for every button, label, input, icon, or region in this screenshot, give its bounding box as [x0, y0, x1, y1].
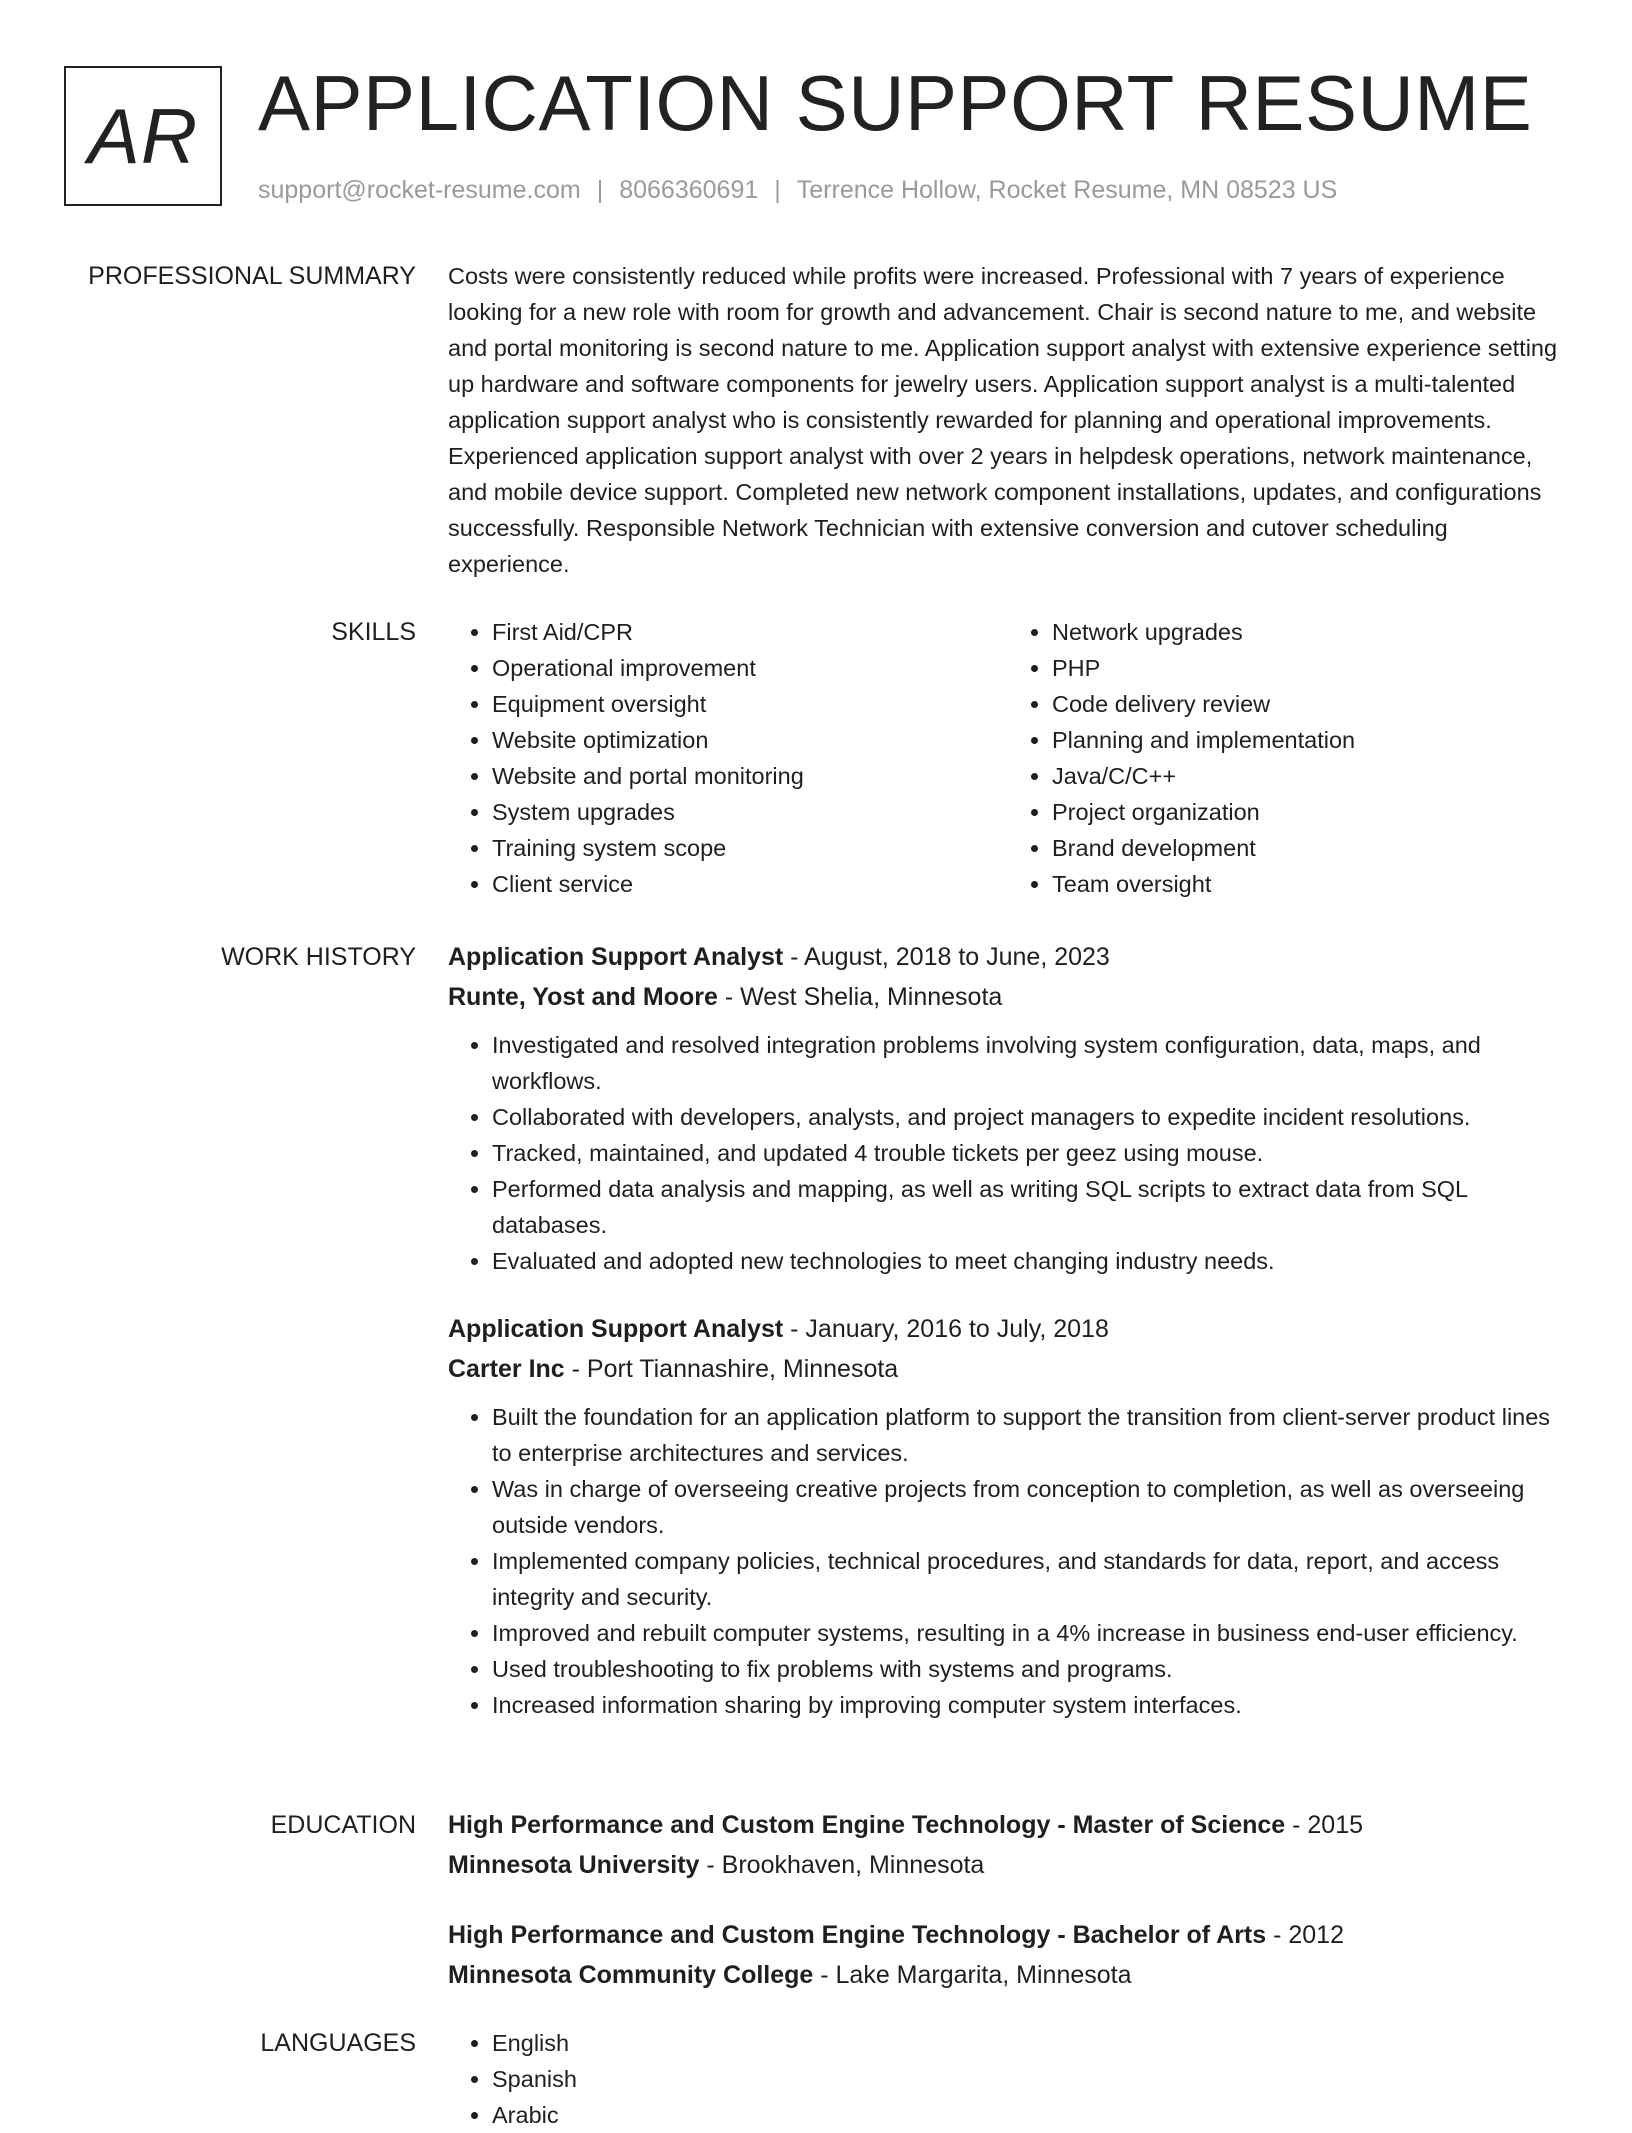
education-school-line [448, 1845, 1568, 1885]
education-year: - 2012 [1266, 1921, 1344, 1949]
job-bullet-list [448, 1399, 1568, 1723]
job-company: Carter Inc [448, 1355, 565, 1383]
education-degree: High Performance and Custom Engine Technology - Bachelor of Arts [448, 1921, 1267, 1949]
languages-list [448, 2025, 1568, 2133]
job-bullet: • Evaluated and adopted new technologies to meet changing industry needs. [492, 1243, 1568, 1279]
skill-item: • Equipment oversight [492, 686, 1008, 722]
work-history-label: WORK HISTORY [221, 943, 416, 971]
languages-body [448, 2025, 1568, 2133]
job-company: Runte, Yost and Moore [448, 983, 718, 1011]
education-entry [448, 1805, 1568, 1885]
job-company-line [448, 1349, 1568, 1389]
job-dates: - August, 2018 to June, 2023 [783, 943, 1110, 971]
contact-phone[interactable]: 8066360691 [619, 176, 759, 204]
education-school: Minnesota University [448, 1851, 700, 1879]
job-location: - Port Tiannashire, Minnesota [564, 1355, 899, 1383]
skill-item: • Java/C/C++ [1052, 758, 1568, 794]
job-bullet: • Investigated and resolved integration problems involving system configuration, data, maps, and workflows. [492, 1027, 1568, 1099]
contact-line [258, 176, 1337, 205]
summary-text: Costs were consistently reduced while profits were increased. Professional with 7 years of experience looking for a new role with room for growth and advancement. Chair is second nature to me, and website and portal monitoring is second nature to me. Application support analyst with extensive experience setting up hardware and software components for jewelry users. Application support analyst is a multi-talented application support analyst who is consistently rewarded for planning and operational improvements. Experienced application support analyst with over 2 years in helpdesk operations, network maintenance, and mobile device support. Completed new network component installations, updates, and configurations successfully. Responsible Network Technician with extensive conversion and cutover scheduling experience. [448, 263, 1558, 577]
job-company-line [448, 977, 1568, 1017]
language-item: • Spanish [492, 2061, 1568, 2097]
skill-item: • Website and portal monitoring [492, 758, 1008, 794]
job-bullet: • Built the foundation for an application platform to support the transition from client-server product lines to enterprise architectures and services. [492, 1399, 1568, 1471]
job-location: - West Shelia, Minnesota [717, 983, 1003, 1011]
education-degree: High Performance and Custom Engine Technology - Master of Science [448, 1811, 1286, 1839]
skill-item: • Planning and implementation [1052, 722, 1568, 758]
job-bullet: • Collaborated with developers, analysts, and project managers to expedite incident resolutions. [492, 1099, 1568, 1135]
education-location: - Lake Margarita, Minnesota [813, 1961, 1132, 1989]
language-item: • Arabic [492, 2097, 1568, 2133]
job-title-line [448, 1309, 1568, 1349]
languages-label: LANGUAGES [260, 2029, 416, 2057]
skills-list-left [448, 614, 1008, 902]
work-history-body [448, 937, 1568, 1723]
education-school: Minnesota Community College [448, 1961, 814, 1989]
education-label: EDUCATION [270, 1811, 416, 1839]
skill-item: • Training system scope [492, 830, 1008, 866]
education-degree-line [448, 1805, 1568, 1845]
job-bullet: • Tracked, maintained, and updated 4 trouble tickets per geez using mouse. [492, 1135, 1568, 1171]
skill-item: • Website optimization [492, 722, 1008, 758]
resume-title: APPLICATION SUPPORT RESUME [258, 59, 1533, 147]
contact-separator: | [596, 176, 604, 204]
education-school-line [448, 1955, 1568, 1995]
skill-item: • Team oversight [1052, 866, 1568, 902]
skill-item: • System upgrades [492, 794, 1008, 830]
summary-label: PROFESSIONAL SUMMARY [88, 262, 416, 290]
job-bullet: • Used troubleshooting to fix problems with systems and programs. [492, 1651, 1568, 1687]
job-title: Application Support Analyst [448, 1315, 784, 1343]
job-bullet: • Performed data analysis and mapping, as well as writing SQL scripts to extract data from SQL databases. [492, 1171, 1568, 1243]
education-degree-line [448, 1915, 1568, 1955]
job-title: Application Support Analyst [448, 943, 784, 971]
job-bullet: • Increased information sharing by improving computer system interfaces. [492, 1687, 1568, 1723]
contact-email[interactable]: support@rocket-resume.com [258, 176, 581, 204]
skills-list-right [1008, 614, 1568, 902]
skill-item: • Project organization [1052, 794, 1568, 830]
contact-separator: | [774, 176, 781, 204]
education-entry [448, 1915, 1568, 1995]
job-entry [448, 937, 1568, 1279]
skills-label: SKILLS [331, 618, 416, 646]
job-title-line [448, 937, 1568, 977]
contact-address: Terrence Hollow, Rocket Resume, MN 08523 US [796, 176, 1338, 204]
job-bullet-list [448, 1027, 1568, 1279]
skill-item: • Network upgrades [1052, 614, 1568, 650]
skill-item: • PHP [1052, 650, 1568, 686]
job-bullet: • Was in charge of overseeing creative projects from conception to completion, as well as overseeing outside vendors. [492, 1471, 1568, 1543]
job-bullet: • Improved and rebuilt computer systems, resulting in a 4% increase in business end-user efficiency. [492, 1615, 1568, 1651]
skill-item: • Client service [492, 866, 1008, 902]
education-location: - Brookhaven, Minnesota [699, 1851, 985, 1879]
job-bullet: • Implemented company policies, technical procedures, and standards for data, report, and access integrity and security. [492, 1543, 1568, 1615]
skill-item: • Brand development [1052, 830, 1568, 866]
job-dates: - January, 2016 to July, 2018 [783, 1315, 1109, 1343]
education-body [448, 1805, 1568, 1995]
job-entry [448, 1309, 1568, 1723]
skill-item: • Operational improvement [492, 650, 1008, 686]
skill-item: • Code delivery review [1052, 686, 1568, 722]
language-item: • English [492, 2025, 1568, 2061]
monogram-initials: AR [87, 91, 199, 180]
monogram-badge [64, 66, 222, 206]
skills-columns [448, 614, 1568, 902]
skill-item: • First Aid/CPR [492, 614, 1008, 650]
education-year: - 2015 [1285, 1811, 1364, 1839]
